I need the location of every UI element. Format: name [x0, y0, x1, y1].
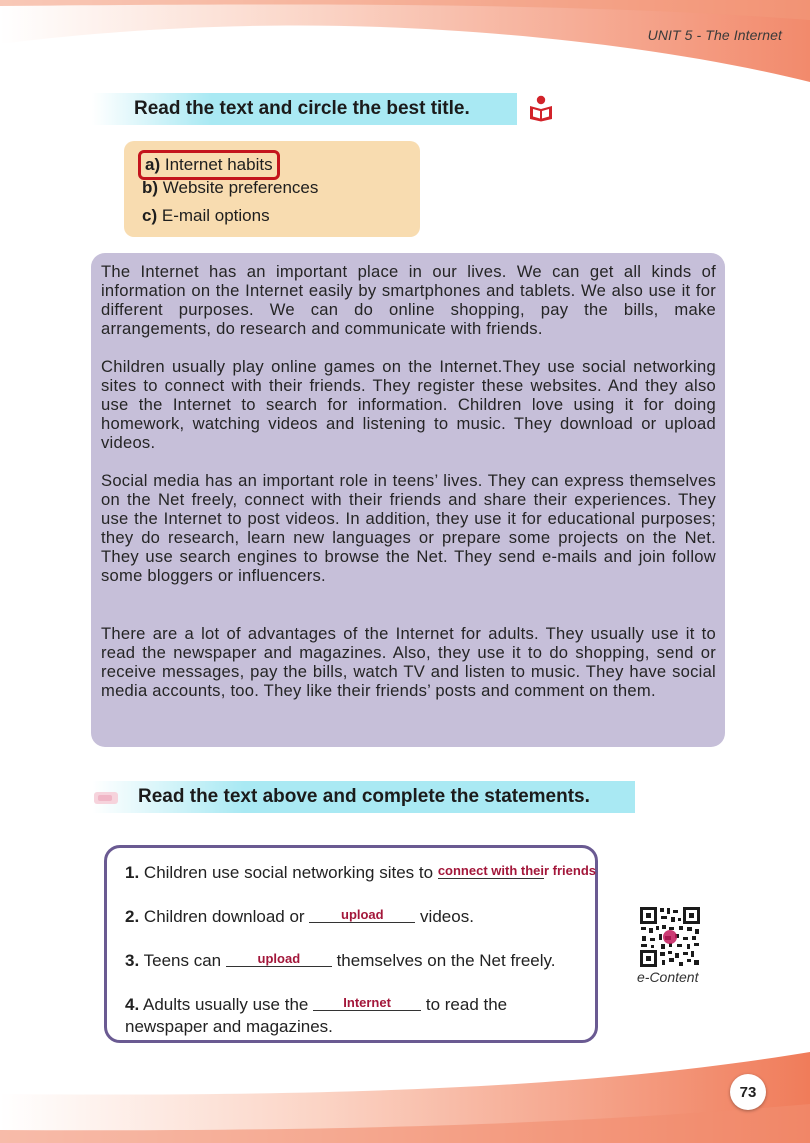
- statement-text: Children download or: [143, 907, 305, 926]
- statement-1: [125, 863, 596, 883]
- option-text: Website preferences: [162, 178, 319, 197]
- answer-blank-4[interactable]: Internet: [313, 996, 421, 1011]
- option-b[interactable]: [142, 178, 318, 198]
- title-options: [124, 141, 420, 237]
- reading-paragraph: Children usually play online games on the Internet.They use social networking sites to connect with their friends. They register these websites. And they also use the Internet to search for information. Children love using it for doing homework, watching videos and listening to music. They download or upload videos.: [101, 357, 716, 452]
- exercise2-heading: [92, 781, 635, 813]
- unit-label: UNIT 5 - The Internet: [647, 27, 782, 43]
- option-a[interactable]: [138, 150, 280, 180]
- reading-paragraph: Social media has an important role in teens’ lives. They can express themselves on the Net freely, connect with their friends and share their experiences. They use the Internet to post videos. In addition, they use it for educational purposes; they do research, learn new languages or prepare some projects on the Net. They use search engines to browse the Net. They send e-mails and join follow some bloggers or influencers.: [101, 471, 716, 585]
- statement-number: 2.: [125, 907, 140, 926]
- statement-text: videos.: [420, 907, 474, 926]
- option-c[interactable]: [142, 206, 270, 226]
- statement-text: themselves on the Net freely.: [336, 951, 556, 970]
- exercise1-title: Read the text and circle the best title.: [134, 98, 470, 119]
- statement-3: [125, 951, 555, 971]
- exercise2-title: Read the text above and complete the statements.: [138, 786, 590, 807]
- option-text: E-mail options: [161, 206, 270, 225]
- statement-4-continued: newspaper and magazines.: [125, 1017, 333, 1036]
- statement-4: [125, 995, 507, 1015]
- statement-number: 1.: [125, 863, 140, 882]
- exercise1-heading: [92, 93, 517, 125]
- statements-box: [104, 845, 598, 1043]
- answer-blank-2[interactable]: upload: [309, 908, 415, 923]
- header-swoosh: [0, 0, 810, 90]
- pencil-icon: [92, 783, 122, 811]
- statement-text: Teens can: [143, 951, 222, 970]
- footer-swoosh: [0, 1052, 810, 1143]
- statement-text: to read the: [425, 995, 508, 1014]
- answer-blank-3[interactable]: upload: [226, 952, 332, 967]
- answer-blank-1[interactable]: connect with their friends: [437, 863, 596, 878]
- qr-code-icon[interactable]: [639, 906, 701, 968]
- reading-text-box: [91, 253, 725, 747]
- statement-text: Adults usually use the: [142, 995, 309, 1014]
- statement-number: 3.: [125, 951, 140, 970]
- reader-icon: [527, 94, 555, 122]
- reading-paragraph: The Internet has an important place in our lives. We can get all kinds of information on the Internet easily by smartphones and tablets. We also use it for different purposes. We can do online shopping, pay the bills, make arrangements, do research and communicate with friends.: [101, 262, 716, 338]
- statement-text: Children use social networking sites to: [143, 863, 434, 882]
- page-number: 73: [730, 1074, 766, 1110]
- statement-number: 4.: [125, 995, 140, 1014]
- option-text: Internet habits: [164, 155, 273, 174]
- statement-2: [125, 907, 474, 927]
- option-letter: c): [142, 206, 158, 225]
- option-letter: b): [142, 178, 159, 197]
- qr-caption: e-Content: [637, 969, 699, 985]
- reading-paragraph: There are a lot of advantages of the Internet for adults. They usually use it to read the newspaper and magazines. Also, they use it to do shopping, send or receive messages, pay the bills, watch TV and listen to music. They have social media accounts, too. They like their friends’ posts and comment on them.: [101, 624, 716, 700]
- option-letter: a): [145, 155, 161, 174]
